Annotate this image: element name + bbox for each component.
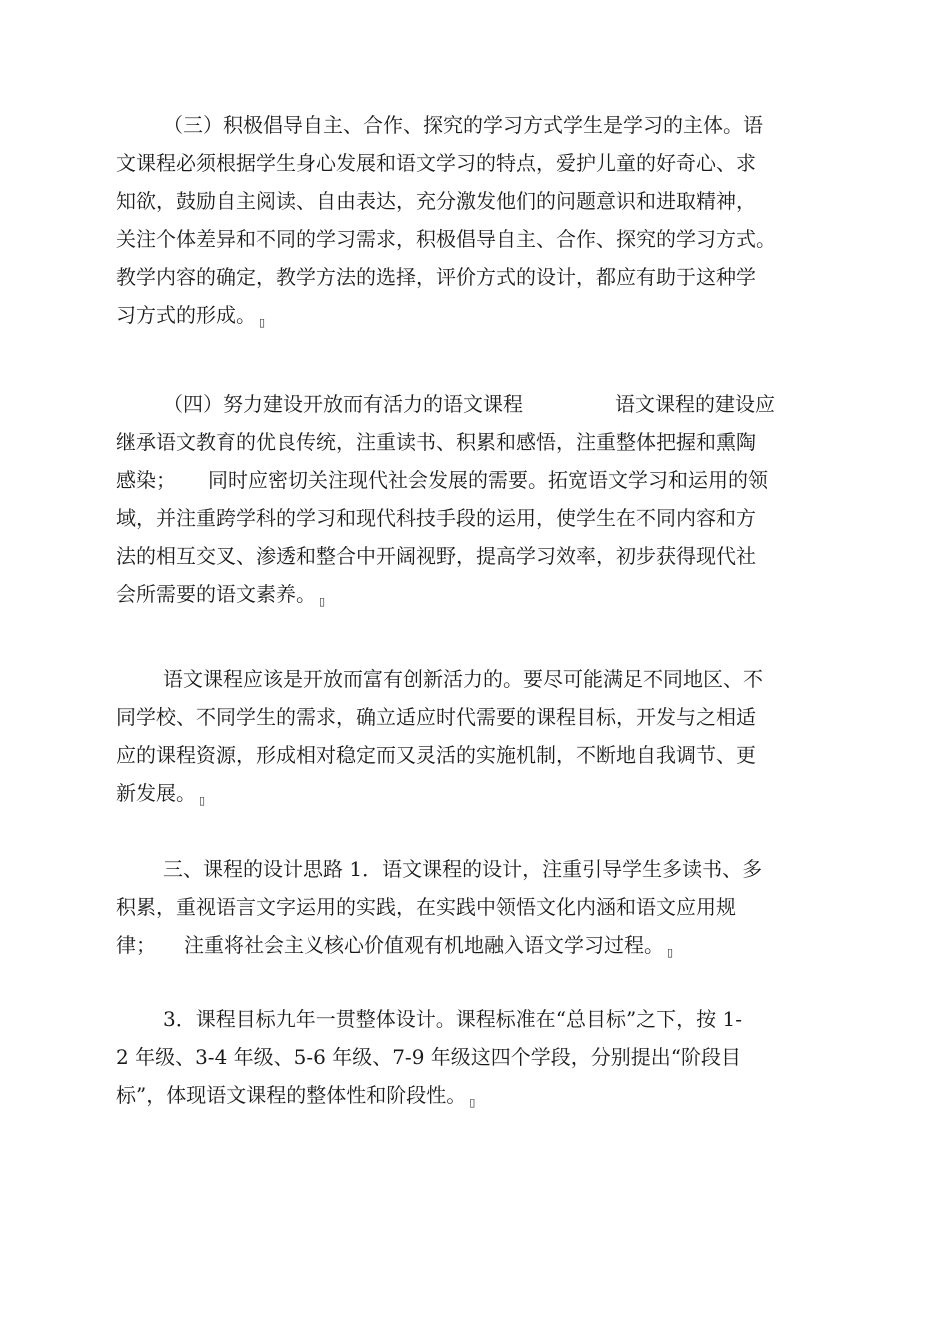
text-line: （三）积极倡导自主、合作、探究的学习方式学生是学习的主体。语: [163, 113, 763, 137]
paragraph-mark: ▯: [469, 1096, 476, 1109]
paragraph-mark: ▯: [259, 316, 266, 329]
paragraph-mark: ▯: [319, 595, 326, 608]
text-segment: 注重将社会主义核心价值观有机地融入语文学习过程。: [184, 933, 664, 957]
text-segment: 感染；: [116, 468, 176, 492]
text-segment: （四）努力建设开放而有活力的语文课程: [163, 392, 523, 416]
text-line: 标”，体现语文课程的整体性和阶段性。: [116, 1083, 467, 1107]
text-line: 习方式的形成。: [116, 303, 256, 327]
text-line: 域，并注重跨学科的学习和现代科技手段的运用，使学生在不同内容和方: [116, 506, 756, 530]
text-line: 教学内容的确定，教学方法的选择，评价方式的设计，都应有助于这种学: [116, 265, 756, 289]
text-line: 会所需要的语文素养。: [116, 582, 316, 606]
paragraph-design-ideas: [116, 850, 856, 964]
text-segment: 语文课程的建设应: [615, 392, 775, 416]
paragraph-mark: ▯: [667, 946, 674, 959]
text-line: 应的课程资源，形成相对稳定而又灵活的实施机制，不断地自我调节、更: [116, 743, 756, 767]
paragraph-goals: [116, 1000, 856, 1114]
text-line: 新发展。: [116, 781, 196, 805]
text-line: 关注个体差异和不同的学习需求，积极倡导自主、合作、探究的学习方式。: [116, 227, 776, 251]
paragraph-innovation: [116, 660, 856, 812]
paragraph-open-curriculum: [116, 385, 856, 613]
text-line: 文课程必须根据学生身心发展和语文学习的特点，爱护儿童的好奇心、求: [116, 151, 756, 175]
text-line: 3．课程目标九年一贯整体设计。课程标准在“总目标”之下，按 1-: [163, 1007, 743, 1031]
text-line: 知欲，鼓励自主阅读、自由表达，充分激发他们的问题意识和进取精神，: [116, 189, 756, 213]
text-line: 三、课程的设计思路 1．语文课程的设计，注重引导学生多读书、多: [163, 857, 763, 881]
text-line: 积累，重视语言文字运用的实践，在实践中领悟文化内涵和语文应用规: [116, 895, 736, 919]
paragraph-active-learning: [116, 106, 856, 334]
text-line: 继承语文教育的优良传统，注重读书、积累和感悟，注重整体把握和熏陶: [116, 430, 756, 454]
text-line: 同学校、不同学生的需求，确立适应时代需要的课程目标，开发与之相适: [116, 705, 756, 729]
text-line: 语文课程应该是开放而富有创新活力的。要尽可能满足不同地区、不: [163, 667, 763, 691]
text-segment: 律；: [116, 933, 156, 957]
paragraph-mark: ▯: [199, 794, 206, 807]
text-line: 2 年级、3-4 年级、5-6 年级、7-9 年级这四个学段，分别提出“阶段目: [116, 1045, 741, 1069]
text-line: 法的相互交叉、渗透和整合中开阔视野，提高学习效率，初步获得现代社: [116, 544, 756, 568]
text-segment: 同时应密切关注现代社会发展的需要。拓宽语文学习和运用的领: [208, 468, 768, 492]
